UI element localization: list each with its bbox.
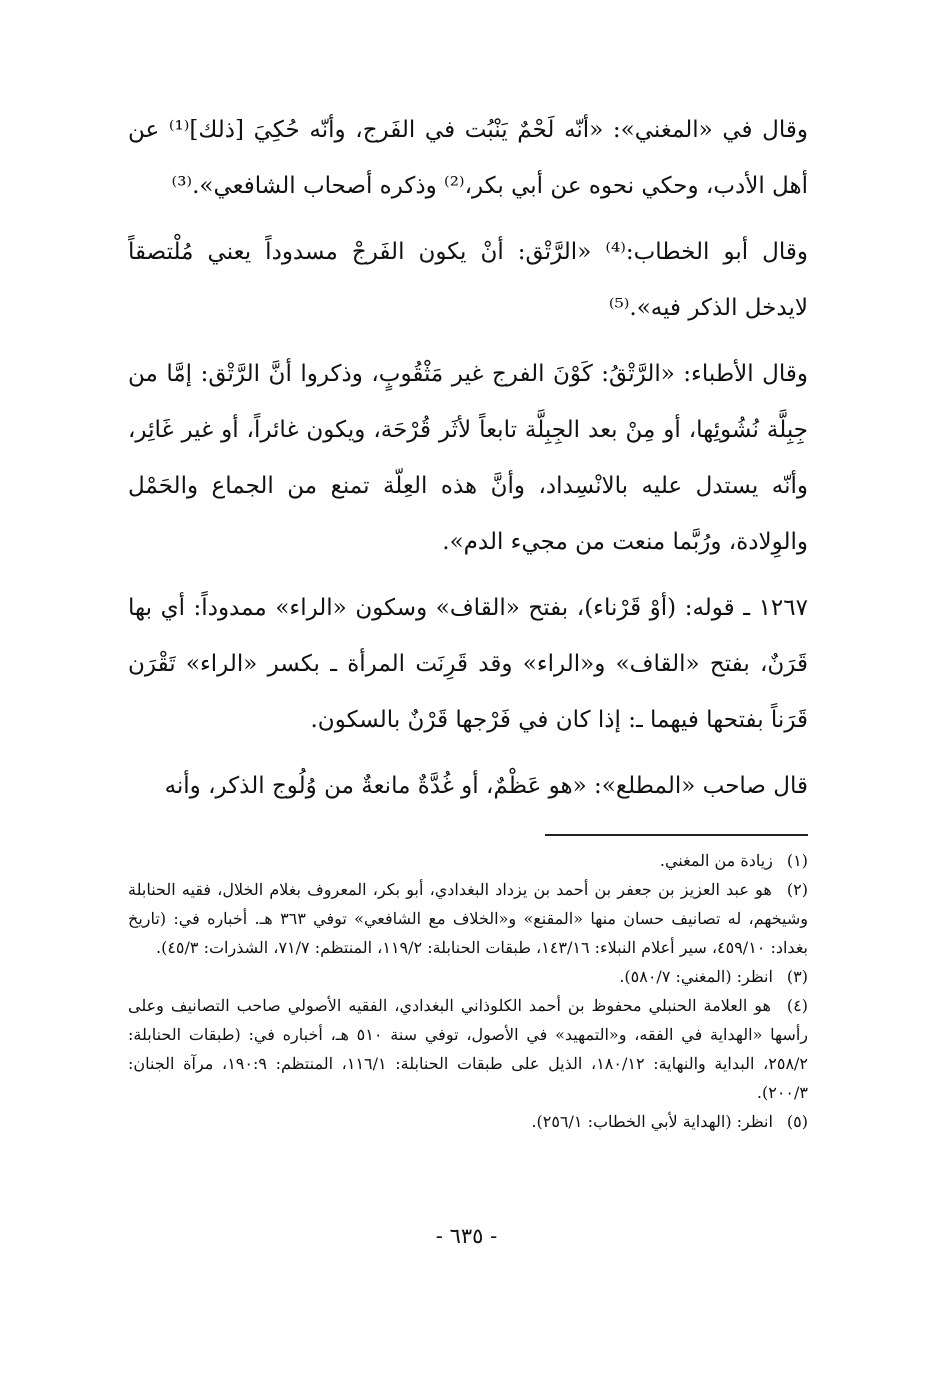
main-text [128,102,808,814]
footnote-number: (٣) [786,967,808,986]
footnote [128,875,808,962]
footnote-number: (٤) [786,996,809,1015]
footnote-text: هو العلامة الحنبلي محفوظ بن أحمد الكلوذاني البغدادي، الفقيه الأصولي صاحب التصانيف وعلى رأسها «الهداية في الفقه، و«التمهيد» في الأصول، توفي سنة ٥١٠ هـ، أخباره في: (طبقات الحنابلة: ٢٥٨/٢، البداية والنهاية: ١٨٠/١٢، الذيل على طبقات الحنابلة: ١١٦/١، المنتظم: ١٩٠:٩، مرآة الجنان: ٢٠٠/٣). [128,996,809,1102]
paragraph: وقال أبو الخطاب:⁽⁴⁾ «الرَّتْق: أنْ يكون الفَرجْ مسدوداً يعني مُلْتصقاً لايدخل الذكر فيه».⁽⁵⁾ [128,239,808,321]
footnote-number: (١) [786,851,808,870]
paragraph: وقال الأطباء: «الرَّتْقُ: كَوْنَ الفرج غير مَثْقُوبٍ، وذكروا أنَّ الرَّتْق: إمَّا من جِبِلَّة نُشُوئِها، أو مِنْ بعد الجِبِلَّة تابعاً لأثَر قُرْحَة، ويكون غائراً، أو غير غَائِر، وأنّه يستدل عليه بالانْسِداد، وأنَّ هذه العِلّة تمنع من الجماع والحَمْل والوِلادة، ورُبَّما منعت من مجيء الدم». [128,361,808,555]
footnote [128,962,808,991]
footnote [128,1107,808,1136]
footnote-text: زيادة من المغني. [659,851,773,870]
footnote-divider [545,834,808,836]
footnote-text: انظر: (الهداية لأبي الخطاب: ٢٥٦/١). [531,1112,773,1131]
paragraph: وقال في «المغني»: «أنّه لَحْمٌ يَنْبُت في الفَرج، وأنّه حُكِيَ [ذلك]⁽¹⁾ عن أهل الأدب، وحكي نحوه عن أبي بكر،⁽²⁾ وذكره أصحاب الشافعي».⁽³⁾ [128,117,808,199]
footnote-number: (٥) [786,1112,808,1131]
footnote-number: (٢) [786,880,808,899]
footnote-text: انظر: (المغني: ٥٨٠/٧). [619,967,773,986]
paragraph: قال صاحب «المطلع»: «هو عَظْمٌ، أو غُدَّةٌ مانعةٌ من وُلُوج الذكر، وأنه [164,773,808,799]
paragraph: ١٢٦٧ ـ قوله: (أوْ قَرْناء)، بفتح «القاف» وسكون «الراء» ممدوداً: أي بها قَرَنٌ، بفتح «القاف» و«الراء» وقد قَرِنَت المرأة ـ بكسر «الراء» تَقْرَن قَرَناً بفتحها فيهما ـ: إذا كان في فَرْجها قَرْنٌ بالسكون. [128,595,808,733]
footnote [128,846,808,875]
footnotes [128,846,808,1136]
page-number: - ٦٣٥ - [435,1224,498,1248]
footnote-text: هو عبد العزيز بن جعفر بن أحمد بن يزداد البغدادي، أبو بكر، المعروف بغلام الخلال، فقيه الحنابلة وشيخهم، له تصانيف حسان منها «المقنع» و«الخلاف مع الشافعي» توفي ٣٦٣ هـ. أخباره في: (تاريخ بغداد: ٤٥٩/١٠، سير أعلام النبلاء: ١٤٣/١٦، طبقات الحنابلة: ١١٩/٢، المنتظم: ٧١/٧، الشذرات: ٤٥/٣). [128,880,809,957]
footnote [128,991,808,1107]
